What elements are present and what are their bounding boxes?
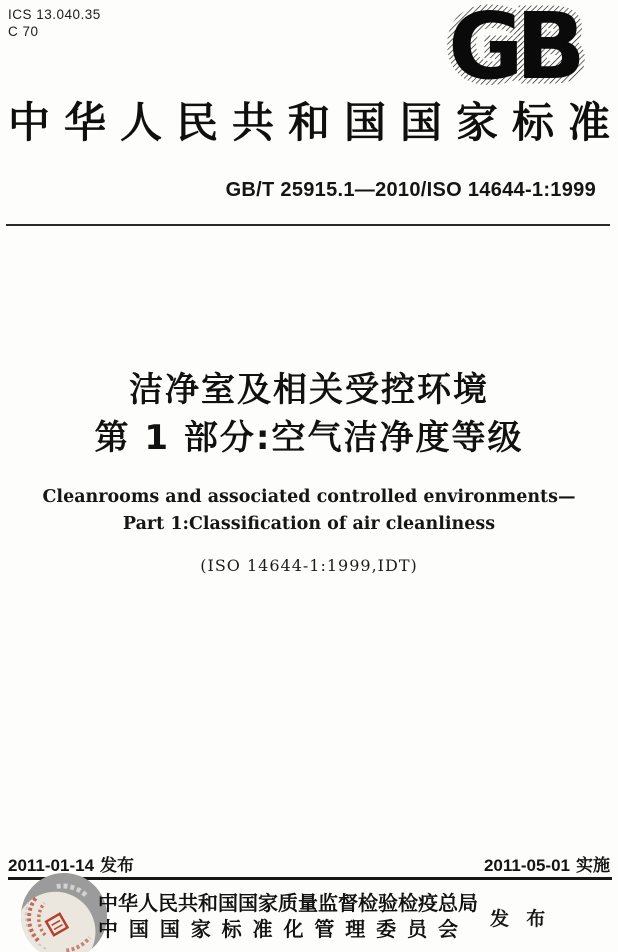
issue-date-label: 发布 bbox=[100, 856, 135, 875]
title-cn-line1: 洁净室及相关受控环境 bbox=[129, 370, 489, 410]
title-en-line2: Part 1:Classification of air cleanliness bbox=[122, 514, 496, 534]
iso-reference: (ISO 14644-1:1999,IDT) bbox=[200, 556, 418, 575]
title-chinese bbox=[0, 366, 618, 462]
standard-number: GB/T 25915.1—2010/ISO 14644-1:1999 bbox=[225, 179, 596, 201]
title-en-line1: Cleanrooms and associated controlled environments— bbox=[42, 487, 576, 507]
implementation-date-label: 实施 bbox=[576, 856, 610, 875]
implementation-date bbox=[484, 851, 610, 876]
publisher-line1: 中华人民共和国国家质量监督检验检疫总局 bbox=[98, 891, 478, 915]
title-cn-line2: 第 1 部分:空气洁净度等级 bbox=[94, 418, 524, 458]
gb-logo bbox=[410, 2, 616, 90]
publisher-block bbox=[98, 890, 478, 942]
issue-date-value: 2011-01-14 bbox=[8, 856, 95, 875]
national-standard-header: 中华人民共和国国家标准 bbox=[8, 98, 610, 147]
gb-logo-text: GB bbox=[448, 2, 578, 90]
publisher-line2: 中国国家标准化管理委员会 bbox=[98, 917, 458, 941]
publish-label: 发 布 bbox=[490, 909, 552, 930]
title-english bbox=[0, 484, 618, 538]
doc-class-code: C 70 bbox=[8, 24, 39, 39]
anti-counterfeit-stamp-icon bbox=[20, 872, 108, 952]
header-divider-line bbox=[6, 224, 610, 226]
ics-classification bbox=[8, 6, 101, 40]
ics-code: ICS 13.040.35 bbox=[8, 7, 101, 22]
implementation-date-value: 2011-05-01 bbox=[483, 856, 570, 875]
